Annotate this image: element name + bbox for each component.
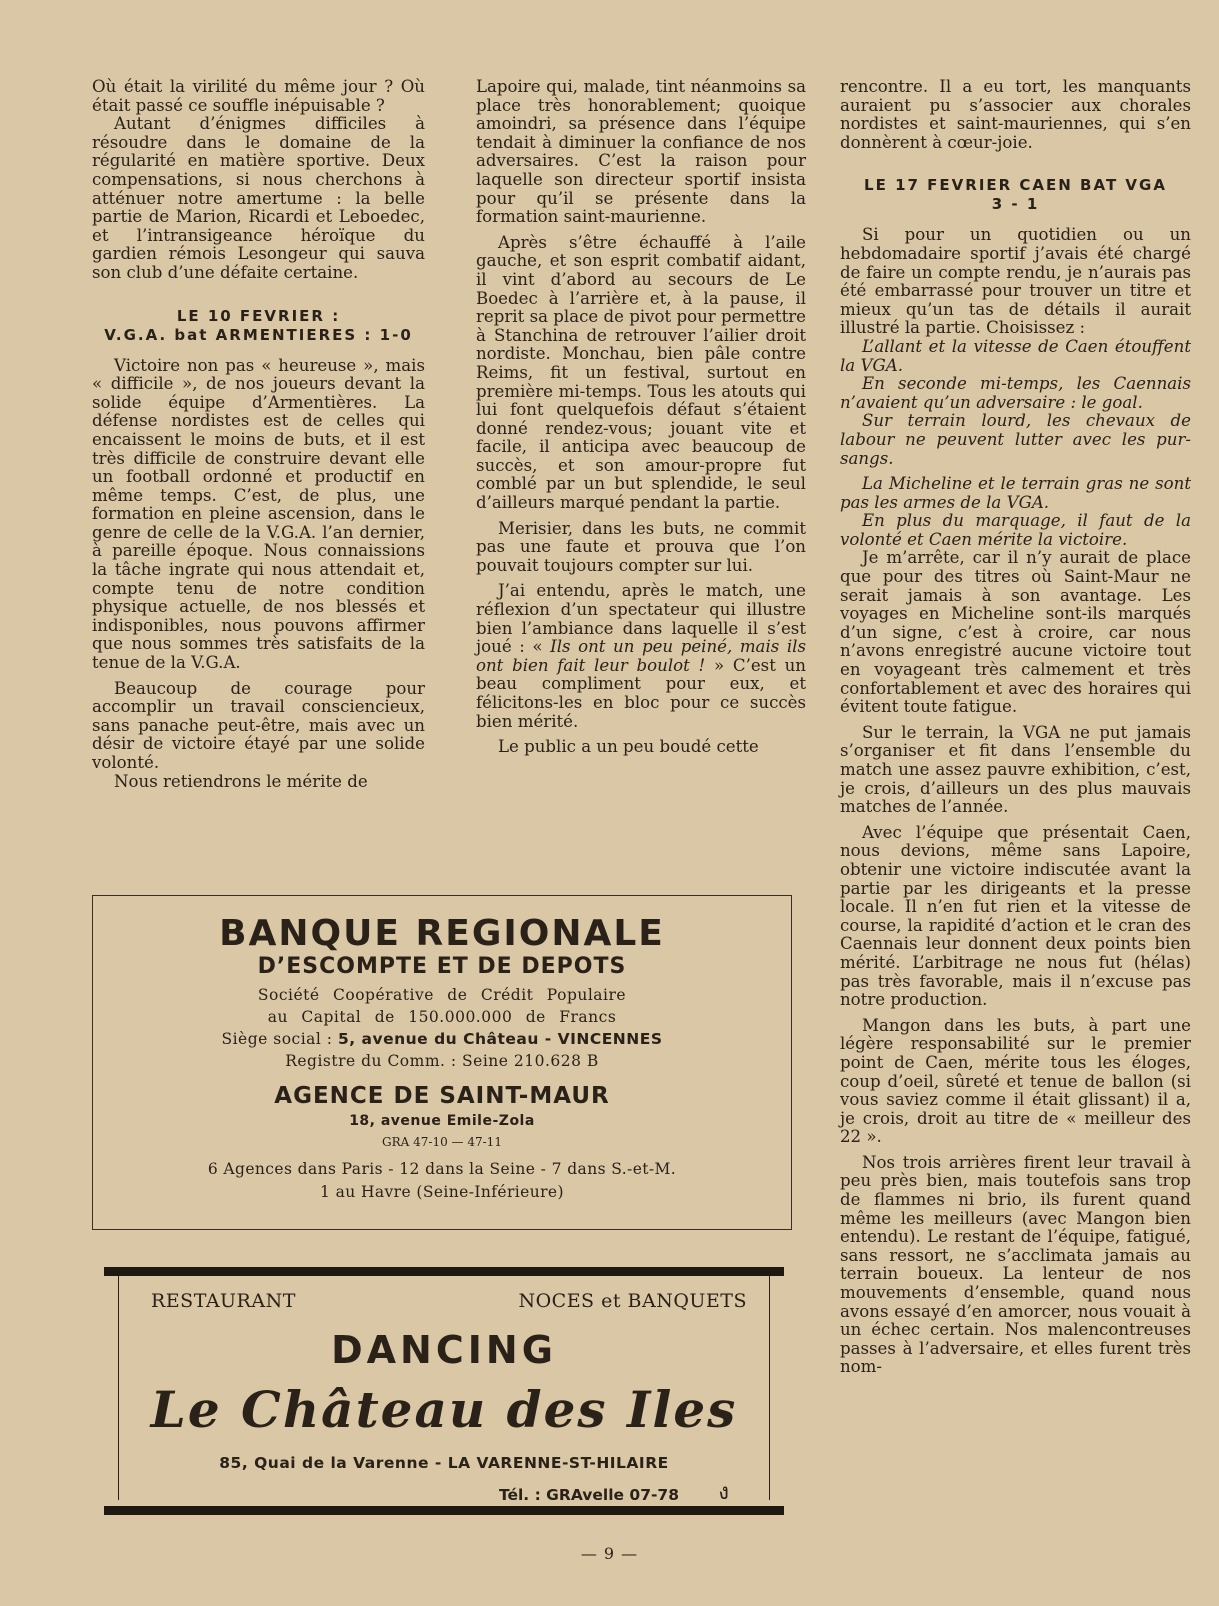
paragraph-quote — [476, 582, 806, 731]
quote-outro: » C’est un beau compliment pour eux, et félicitons-les en bloc pour ce succès bien mérité. — [476, 655, 806, 731]
paragraph: Je m’arrête, car il n’y aurait de place que pour des titres où Saint-Maur ne serait jamais à son avantage. Les voyages en Micheline sont-ils marqués d’un signe, c’est à croire, car nous n’avons enregistré aucune victoire tout en voyageant très calmement et très confortablement et avec des horaires qui évitent toute fatigue. — [840, 548, 1191, 717]
dancing-advertisement — [104, 1267, 784, 1515]
paragraph: Où était la virilité du même jour ? Où était passé ce souffle inépuisable ? — [92, 77, 425, 115]
banquets-label: NOCES et BANQUETS — [518, 1290, 747, 1312]
bank-subtitle: D’ESCOMPTE ET DE DEPOTS — [257, 954, 627, 979]
section-heading-date: LE 10 FEVRIER : — [176, 306, 341, 325]
paragraph: rencontre. Il a eu tort, les manquants auraient pu s’associer aux chorales nordistes et saint-mauriennes, qui s’en donnèrent à cœur-joie. — [840, 77, 1191, 152]
headline-option: La Micheline et le terrain gras ne sont pas les armes de la VGA. — [840, 474, 1191, 512]
dancing-frame — [118, 1276, 770, 1505]
headline-option: L’allant et la vitesse de Caen étouffent la VGA. — [840, 336, 1191, 375]
headquarters-address: 5, avenue du Château - VINCENNES — [337, 1030, 663, 1048]
agencies-havre: 1 au Havre (Seine-Inférieure) — [320, 1183, 564, 1201]
agency-address: 18, avenue Emile-Zola — [349, 1113, 535, 1129]
agency-phone: GRA 47-10 — 47-11 — [382, 1135, 502, 1149]
spectator-quote: Ils ont un peu peiné, mais ils ont bien fait leur boulot ! — [476, 637, 806, 675]
headquarters-label: Siège social : — [221, 1030, 338, 1048]
article-column-3 — [840, 78, 1191, 1377]
printer-mark-icon: ง — [718, 1480, 729, 1505]
section-heading-result: 3 - 1 — [991, 195, 1040, 214]
agencies-list: 6 Agences dans Paris - 12 dans la Seine - 7 dans S.-et-M. — [207, 1160, 677, 1178]
paragraph: Sur le terrain, la VGA ne put jamais s’organiser et fit dans l’ensemble du match une assez pauvre exhibition, c’est, je crois, d’ailleurs un des plus mauvais matches de l’année. — [840, 722, 1191, 817]
restaurant-label: RESTAURANT — [151, 1290, 296, 1312]
bank-registry: Registre du Comm. : Seine 210.628 B — [285, 1052, 599, 1070]
headline-option: En plus du marquage, il faut de la volonté et Caen mérite la victoire. — [840, 511, 1191, 549]
paragraph: Nous retiendrons le mérite de — [114, 771, 368, 791]
article-column-2 — [476, 78, 806, 757]
headline-option: En seconde mi-temps, les Caennais n’avaient qu’un adversaire : le goal. — [840, 374, 1191, 412]
paragraph: Merisier, dans les buts, ne commit pas une faute et prouva que l’on pouvait toujours compter sur lui. — [476, 518, 806, 575]
headline-option: Sur terrain lourd, les chevaux de labour ne peuvent lutter avec les pur-sangs. — [840, 411, 1191, 468]
paragraph: Après s’être échauffé à l’aile gauche, et son esprit combatif aidant, il vint d’abord au secours de Le Boedec à l’arrière et, à la pause, il reprit sa place de pivot pour permettre à Stanchina de retrouver l’ailier droit nordiste. Monchau, bien pâle contre Reims, fit un festival, surtout en première mi-temps. Tous les atouts qui lui font quelquefois défaut s’étaient donné rendez-vous; jouant vite et facile, il anticipa avec beaucoup de succès, et son amour-propre fut comblé par un but splendide, le seul d’ailleurs marqué pendant la partie. — [476, 232, 806, 513]
page-number: — 9 — — [580, 1544, 639, 1563]
section-heading-result: V.G.A. bat ARMENTIERES : 1-0 — [104, 325, 413, 344]
paragraph: Victoire non pas « heureuse », mais « difficile », de nos joueurs devant la solide équipe d’Armentières. La défense nordistes est de celles qui encaissent le moins de buts, et il est très difficile de construire devant elle un football ordonné et productif en même temps. C’est, de plus, une formation en pleine ascension, dans le genre de celle de la V.G.A. l’an dernier, à pareille époque. Nous connaissions la tâche ingrate qui nous attendait et, compte tenu de notre condition physique actuelle, de nos blessés et indisponibles, nous pouvons affirmer que nous sommes très satisfaits de la tenue de la V.G.A. — [92, 355, 425, 673]
venue-address: 85, Quai de la Varenne - LA VARENNE-ST-HILAIRE — [219, 1454, 669, 1472]
paragraph: Si pour un quotidien ou un hebdomadaire sportif j’avais été chargé de faire un compte rendu, je n’aurais pas été embarrassé pour trouver un titre et mieux qu’un tas de détails il aurait illustré la partie. Choisissez : — [840, 225, 1191, 338]
paragraph: Lapoire qui, malade, tint néanmoins sa place très honorablement; quoique amoindri, sa présence dans l’équipe tendait à diminuer la confiance de nos adversaires. C’est la raison pour laquelle son directeur sportif insista pour qu’il se présente dans la formation saint-maurienne. — [476, 77, 806, 227]
section-heading-date: LE 17 FEVRIER CAEN BAT VGA — [864, 176, 1167, 195]
article-column-1 — [92, 78, 425, 791]
quote-intro: J’ai entendu, après le match, une réflexion d’un spectateur qui illustre bien l’ambiance dans laquelle il s’est joué : « — [476, 581, 806, 657]
dancing-title: DANCING — [331, 1328, 557, 1372]
bank-headquarters — [93, 1028, 791, 1050]
paragraph: Nos trois arrières firent leur travail à peu près bien, mais toutefois sans trop de flammes ni brio, ils furent quand même les meilleurs (avec Mangon bien entendu). Le restant de l’équipe, fatigué, sans ressort, ne s’acclimata jamais au terrain boueux. La lenteur de nos mouvements d’ensemble, quand nous avons essayé d’en amorcer, nous vouait à un échec certain. Nos malencontreuses passes à l’adversaire, et elles furent très nom- — [840, 1152, 1191, 1377]
paragraph: Mangon dans les buts, à part une légère responsabilité sur le premier point de Caen, mérite tous les éloges, coup d’oeil, sûreté et tenue de ballon (si vous saviez comme il était glissant) il a, je crois, droit au titre de « meilleur des 22 ». — [840, 1015, 1191, 1147]
venue-name: Le Château des Iles — [150, 1380, 738, 1439]
bank-advertisement — [92, 895, 792, 1230]
paragraph: Autant d’énigmes difficiles à résoudre dans le domaine de la régularité en matière sportive. Deux compensations, si nous cherchons à atténuer notre amertume : la belle partie de Marion, Ricardi et Leboedec, et l’intransigeance héroïque du gardien rémois Lesongeur qui sauva son club d’une défaite certaine. — [92, 114, 425, 282]
bank-title: BANQUE REGIONALE — [219, 913, 665, 954]
section-heading — [92, 307, 425, 345]
venue-phone: Tél. : GRAvelle 07-78 — [498, 1486, 679, 1504]
bank-capital: au Capital de 150.000.000 de Francs — [267, 1008, 617, 1026]
agency-name: AGENCE DE SAINT-MAUR — [274, 1083, 610, 1109]
bank-description: Société Coopérative de Crédit Populaire — [257, 986, 627, 1004]
paragraph: Avec l’équipe que présentait Caen, nous devions, même sans Lapoire, obtenir une victoire indiscutée avant la partie par les dirigeants et la presse locale. Il n’en fut rien et la vitesse de course, la rapidité d’action et le cran des Caennais leur donnent deux points bien mérité. L’arbitrage ne nous fut (hélas) pas très favorable, mais il n’excuse pas notre production. — [840, 822, 1191, 1010]
paragraph: Le public a un peu boudé cette — [498, 737, 759, 757]
paragraph: Beaucoup de courage pour accomplir un travail consciencieux, sans panache peut-être, mais avec un désir de victoire étayé par une solide volonté. — [92, 678, 425, 772]
section-heading — [840, 176, 1191, 214]
